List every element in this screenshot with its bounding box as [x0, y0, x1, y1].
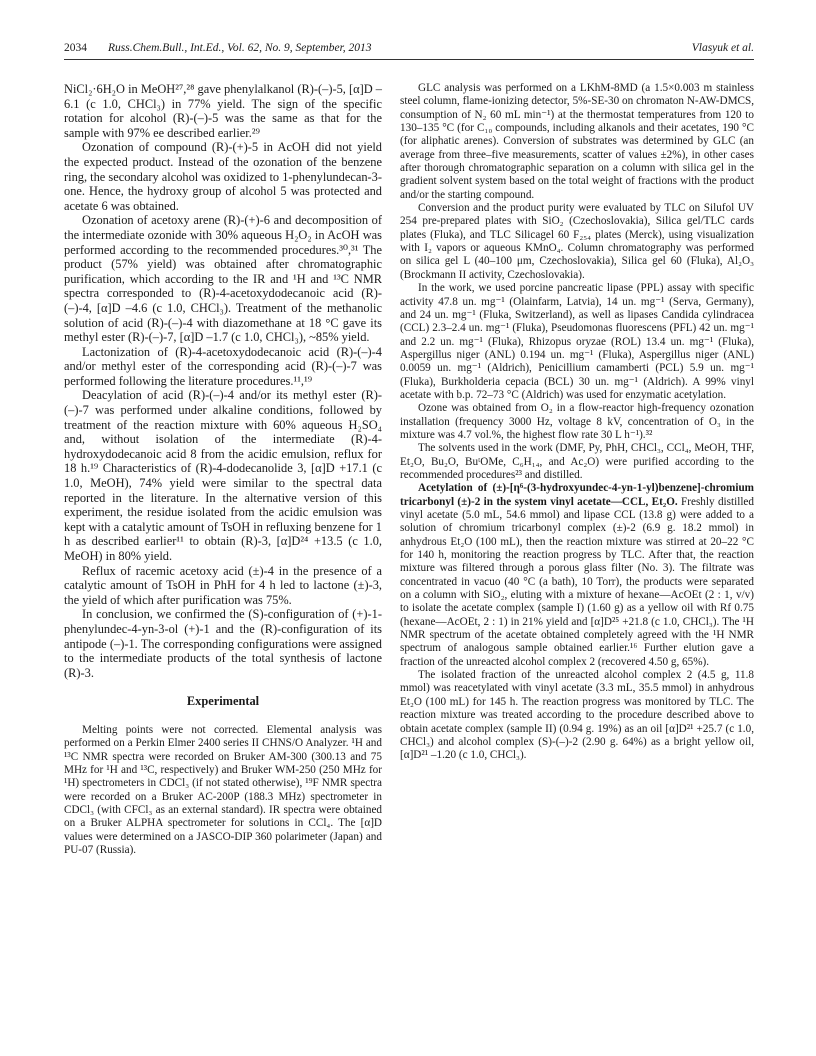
section-heading: Experimental [186, 694, 260, 709]
paragraph: Ozone was obtained from O₂ in a flow-reactor high-frequency ozonation installation (frequency 3000 Hz, voltage 8 kV, concentration of O₃ in the mixture was 4.7 vol.%, the highest flow rate 30 L h⁻¹).³² [400, 402, 754, 441]
paragraph: In conclusion, we confirmed the (S)-configuration of (+)-1-phenylundec-4-yn-3-ol (+)-1 and the (R)-configuration of its antipode (–)-1. The corresponding configurations were assigned to the intermediate products of the total synthesis of lactone (R)-3. [64, 607, 382, 680]
paragraph [400, 482, 754, 669]
procedure-title: Acetylation of (±)-[η⁶-(3-hydroxyundec-4-yn-1-yl)benzene]-chromium tricarbonyl (±)-2 in the system vinyl acetate—CCL, Et₂O. [400, 482, 754, 508]
left-column [64, 82, 382, 857]
paragraph: GLC analysis was performed on a LKhM-8MD (a 1.5×0.003 m stainless steel column, flame-ionizing detector, 5%-SE-30 on chromaton N-AW-DMCS, consumption of N₂ 60 mL min⁻¹) at the thermostat temperatures from 120 to 130–135 °C (for C₁₀ compounds, including alkanols and their acetates, 190 °C (for aliphatic arenes). Conversion of substrates was determined by GLC (an average from three–five measurements, scatter of values ±2%), in other cases after thorough chromatographic separation on a column with silica gel in the gradient solvent system based on the total weight of fractions with the product and/or the starting compound. [400, 82, 754, 201]
paragraph: Ozonation of compound (R)-(+)-5 in AcOH did not yield the expected product. Instead of the ozonation of the benzene ring, the secondary alcohol was oxidized to 1-phenylundecan-3-one. Hence, the hydroxy group of alcohol 5 was protected and acetate 6 was obtained. [64, 140, 382, 213]
paragraph: Ozonation of acetoxy arene (R)-(+)-6 and decomposition of the intermediate ozonide with 30% aqueous H₂O₂ in AcOH was performed according to the recommended procedures.³⁰,³¹ The product (57% yield) was obtained after chromatographic purification, which according to the IR and ¹H and ¹³C NMR spectra corresponded to (R)-4-acetoxydodecanoic acid (R)-(–)-4, [α]D –4.6 (c 1.0, CHCl₃). Treatment of the methanolic solution of acid (R)-(–)-4 with diazomethane at 18 °C gave its methyl ester (R)-(–)-7, [α]D –1.7 (c 1.0, CHCl₃), ~85% yield. [64, 213, 382, 345]
authors: Vlasyuk et al. [691, 42, 754, 54]
header-rule [64, 59, 754, 60]
paragraph: The solvents used in the work (DMF, Py, PhH, CHCl₃, CCl₄, MeOH, THF, Et₂O, Bu₂O, BuᵗOMe, C₆H₁₄, and Ac₂O) were purified according to the recommended procedures²³ and distilled. [400, 442, 754, 481]
paragraph: The isolated fraction of the unreacted alcohol complex 2 (4.5 g, 11.8 mmol) was reacetylated with vinyl acetate (3.3 mL, 35.5 mmol) in anhydrous Et₂O (100 mL) for 145 h. The reaction progress was monitored by TLC. The reaction mixture was treated according to the procedure described above to obtain acetate complex (sample II) (0.94 g. 19%) as an oil [α]D²¹ +25.7 (c 1.0, CHCl₃) and alcohol complex (S)-(–)-2 (2.90 g. 64%) as a bright yellow oil, [α]D²¹ –1.20 (c 1.0, CHCl₃). [400, 669, 754, 762]
paragraph: Reflux of racemic acetoxy acid (±)-4 in the presence of a catalytic amount of TsOH in PhH for 4 h led to lactone (±)-3, the yield of which after purification was 75%. [64, 563, 382, 607]
journal-citation: Russ.Chem.Bull., Int.Ed., Vol. 62, No. 9, September, 2013 [108, 42, 372, 54]
page-number: 2034 [64, 42, 87, 54]
paragraph: Conversion and the product purity were evaluated by TLC on Silufol UV 254 pre-prepared plates with SiO₂ (Czechoslovakia), Silica gel/TLC cards plates (Fluka), and TLC Silicagel 60 F₂₅₄ plates (Merck), using visualization with I₂ vapors or aqueous KMnO₄. Column chromatography was performed on silica gel L (40–100 μm, Czechoslovakia), Silica gel 60 (Fluka), Al₂O₃ (Brockmann II activity, Czechoslovakia). [400, 202, 754, 281]
paragraph: Melting points were not corrected. Elemental analysis was performed on a Perkin Elmer 2400 series II CHNS/O Analyzer. ¹H and ¹³C NMR spectra were recorded on Bruker AM-300 (300.13 and 75 MHz for ¹H and ¹³C, respectively) and Bruker WM-250 (250 MHz for ¹H) spectrometers in CDCl₃ (if not stated otherwise), ¹⁹F NMR spectra were recorded on a Bruker AC-200P (188.3 MHz) spectrometer in CDCl₃ (with CFCl₃ as an external standard). IR spectra were obtained on a Bruker ALPHA spectrometer for solutions in CCl₄. The [α]D values were determined on a JASCO-DIP 360 polarimeter (Japan) and PU-07 (Russia). [64, 723, 382, 857]
running-header [64, 40, 754, 58]
paragraph: NiCl₂·6H₂O in MeOH²⁷,²⁸ gave phenylalkanol (R)-(–)-5, [α]D –6.1 (c 1.0, CHCl₃) in 77% yield. The sign of the specific rotation for alcohol (R)-(–)-5 was the same as that for the sample with 97% ee described earlier.²⁹ [64, 82, 382, 140]
right-column [400, 82, 754, 763]
paragraph: Lactonization of (R)-4-acetoxydodecanoic acid (R)-(–)-4 and/or methyl ester of the corresponding acid (R)-(–)-7 was performed following the literature procedures.¹¹,¹⁹ [64, 344, 382, 388]
paragraph: Deacylation of acid (R)-(–)-4 and/or its methyl ester (R)-(–)-7 was performed under alkaline conditions, followed by treatment of the reaction mixture with 60% aqueous H₂SO₄ and, without isolation of the intermediate (R)-4-hydroxydodecanoic acid 8 from the acidic emulsion, reflux for 18 h.¹⁹ Characteristics of (R)-4-dodecanolide 3, [α]D +17.1 (c 1.0, MeOH), 74% yield were similar to the spectral data reported in the literature. In the alternative version of this experiment, the residue isolated from the acidic emulsion was kept with a catalytic amount of TsOH in refluxing benzene for 1 h as described earlier¹¹ to obtain (R)-3, [α]D²⁴ +13.5 (c 1.0, MeOH) in 80% yield. [64, 388, 382, 563]
paragraph: In the work, we used porcine pancreatic lipase (PPL) assay with specific activity 47.8 un. mg⁻¹ (Olainfarm, Latvia), 14 un. mg⁻¹ (Serva, Germany), and 24 un. mg⁻¹ (Fluka, Switzerland), as well as lipases Candida cylindracea (CCL) 2.3–2.4 un. mg⁻¹ (Fluka), Pseudomonas fluorescens (PFL) 42 un. mg⁻¹ and 2.2 un. mg⁻¹ (Fluka), Rhizopus oryzae (ROL) 13.4 un. mg⁻¹ (Fluka), Aspergillus niger (ANL) 0.194 un. mg⁻¹ (Fluka), Aspergillus niger (ANL) 0.0059 un. mg⁻¹ (Aldrich), Penicillium camamberti (PCL) 5.9 un. mg⁻¹ (Fluka), Burkholderia cepacia (BCL) 30 un. mg⁻¹ (Aldrich). A 99% vinyl acetate with b.p. 72–73 °C (Aldrich) was used for enzymatic acetylation. [400, 282, 754, 401]
procedure-body: Freshly distilled vinyl acetate (5.0 mL, 54.6 mmol) and lipase CCL (13.8 g) were added to a solution of chromium tricarbonyl complex (±)-2 (6.9 g. 18.2 mmol) in anhydrous Et₂O (100 mL), then the reaction mixture was stirred at 20–22 °C for 140 h, monitoring the reaction progress by TLC. After that, the reaction mixture was filtered through a porous glass filter (No. 3). The filtrate was concentrated in vacuo (40 °C (a bath), 10 Torr), the products were separated on a column with SiO₂, eluting with a mixture of hexane—AcOEt (2 : 1, v/v) to isolate the acetate complex (sample I) (1.60 g) as a yellow oil with Rf 0.75 (hexane—AcOEt, 2 : 1) in 21% yield and [α]D²⁵ +21.8 (c 1.0, CHCl₃). The ¹H NMR spectrum of the acetate obtained completely agreed with the ¹H NMR spectrum of analogous sample obtained earlier.¹⁶ Further elution gave a fraction of the unreacted alcohol complex 2 (recovered 4.50 g, 65%). [400, 495, 754, 668]
